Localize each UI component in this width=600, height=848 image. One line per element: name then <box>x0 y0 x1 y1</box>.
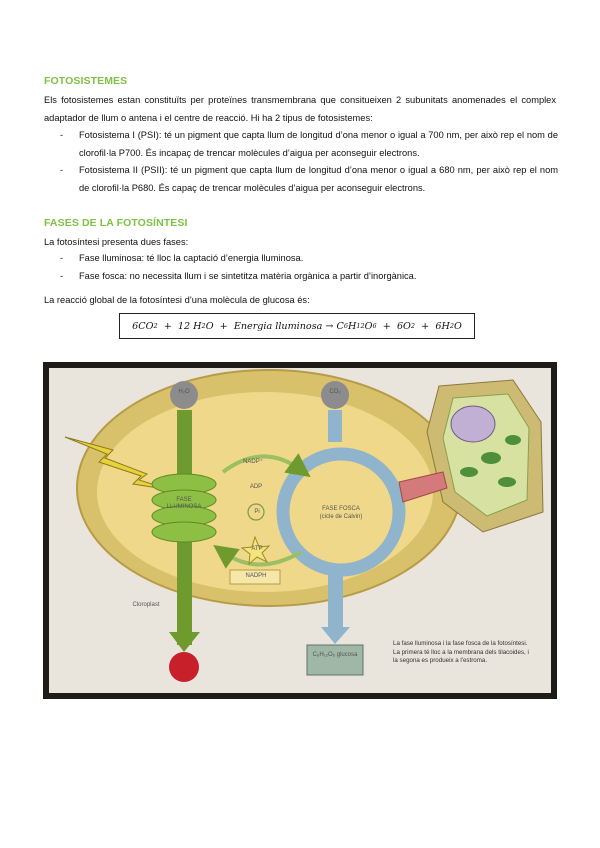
label-fase-lluminosa: FASE LLUMINOSA <box>166 497 202 510</box>
list-item: - Fotosistema II (PSII): té un pigment que capta llum de longitud d’ona menor o igual a 680 nm, per això rep el nom de clorofil·la P680. És capaç de trencar molècules d’aigua per aconseguir electrons. <box>60 162 558 197</box>
label-cloroplast: Cloroplast <box>132 602 160 608</box>
label-cicle-calvin: (cicle de Calvin) <box>319 514 363 520</box>
label-fase-fosca: FASE FOSCA <box>322 506 360 512</box>
dark-phase-arrow <box>328 567 343 635</box>
bullet-dash: - <box>60 130 64 140</box>
bullet-dash: - <box>60 270 64 281</box>
oxygen-molecule <box>169 652 199 682</box>
glucose-box <box>307 645 363 675</box>
list-item: - Fotosistema I (PSI): té un pigment que capta llum de longitud d’ona menor o igual a 700 nm, per això rep el nom de clorofil·la P700. És incapaç de trencar molècules d’aigua per aconseguir electrons. <box>60 127 558 162</box>
label-h2o: H₂O <box>178 389 190 395</box>
label-adp: ADP <box>249 484 263 490</box>
section-title-fotosistemes: FOTOSISTEMES <box>44 75 128 87</box>
label-pi: Pi <box>254 509 260 515</box>
fases-intro: La fotosíntesi presenta dues fases: <box>44 237 189 247</box>
list-item: - Fase fosca: no necessita llum i se sintetitza matèria orgànica a partir d’inorgànica. <box>60 268 558 286</box>
section-title-fases: FASES DE LA FOTOSÍNTESI <box>44 217 188 229</box>
global-reaction-formula: 6 CO 2 + 12 H 2 O + Energia lluminosa → C 6 H 12 O 6 + 6 O 2 + 6 H 2 O <box>119 313 475 339</box>
fotosistemes-intro: Els fotosistemes estan constituïts per proteïnes transmembrana que consitueixen 2 subunitats anomenades el complex adaptador de llum o antena i el centre de reacció. Hi ha 2 tipus de fotosistemes: <box>44 95 556 123</box>
label-nadph: NADPH <box>245 573 267 579</box>
label-co2: CO₂ <box>329 389 341 395</box>
label-glucosa: C₆H₁₂O₆ glucosa <box>312 652 358 658</box>
fases-list <box>60 250 558 285</box>
bullet-dash: - <box>60 165 64 176</box>
stroma-shape <box>97 392 433 592</box>
label-atp: ATP <box>251 546 263 552</box>
fotosistemes-list <box>60 127 558 197</box>
label-nadp: NADP⁺ <box>243 459 263 465</box>
figure-caption: La fase lluminosa i la fase fosca de la fotosíntesi. La primera té lloc a la membrana dels tilacoides, i la segona es produeix a l'estroma. <box>393 640 529 665</box>
reaction-intro: La reacció global de la fotosíntesi d’una molècula de glucosa és: <box>44 295 310 305</box>
list-item: - Fase lluminosa: té lloc la captació d’energia lluminosa. <box>60 250 558 268</box>
bullet-dash: - <box>60 253 64 263</box>
